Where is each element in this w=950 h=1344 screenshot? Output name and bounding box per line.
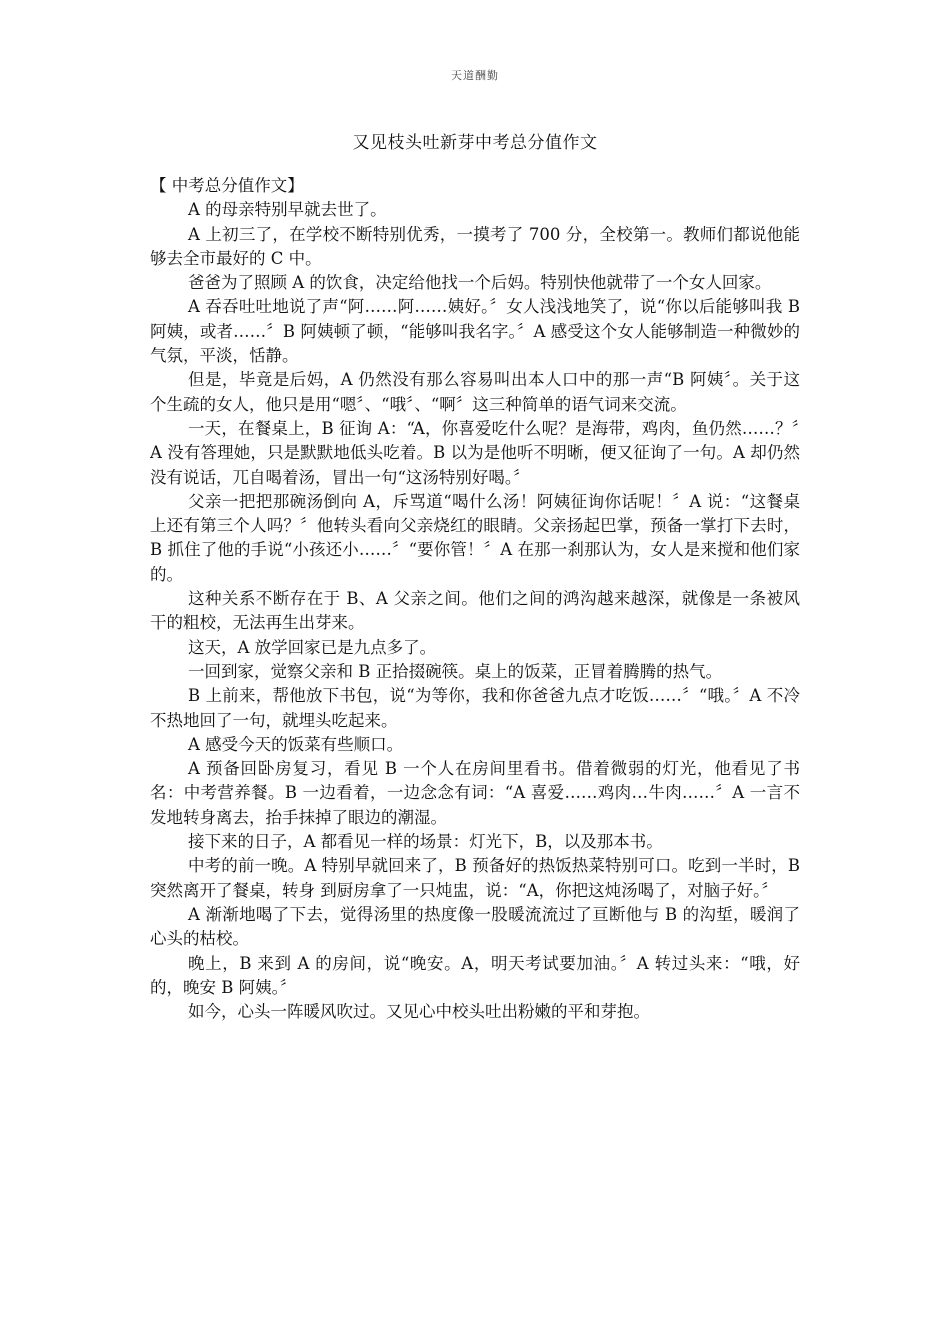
paragraph: A 的母亲特别早就去世了。 [188,200,387,220]
page-header: 天道酬勤 [451,69,499,82]
paragraph: 如今，心头一阵暖风吹过。又见心中校头吐出粉嫩的平和芽抱。 [188,1002,650,1022]
paragraph: 但是，毕竟是后妈，A 仍然没有那么容易叫出本人口中的那一声“B 阿姨〞。关于这个生疏的女人，他只是用“嗯〞、“哦〞、“啊〞这三种简单的语气词来交流。 [150,370,800,414]
paragraph: 一回到家，觉察父亲和 B 正拾掇碗筷。桌上的饭菜，正冒着腾腾的热气。 [188,661,723,681]
paragraph: B 上前来，帮他放下书包，说“为等你，我和你爸爸九点才吃饭……〞“哦。〞A 不冷不热地回了一句，就埋头吃起来。 [150,686,800,730]
paragraph: 这天，A 放学回家已是九点多了。 [188,637,437,657]
paragraph: A 上初三了，在学校不断特别优秀，一摸考了 700 分，全校第一。教师们都说他能够去全市最好的 C 中。 [150,224,800,268]
paragraph: 接下来的日子，A 都看见一样的场景：灯光下，B，以及那本书。 [188,832,663,852]
paragraph: 这种关系不断存在于 B、A 父亲之间。他们之间的鸿沟越来越深，就像是一条被风干的粗校，无法再生出芽来。 [150,589,800,633]
paragraph: 晚上，B 来到 A 的房间，说“晚安。A，明天考试要加油。〞A 转过头来：“哦，好的，晚安 B 阿姨。〞 [150,953,800,997]
paragraph: 父亲一把把那碗汤倒向 A，斥骂道“喝什么汤！阿姨征询你话呢！〞A 说：“这餐桌上还有第三个人吗？〞他转头看向父亲烧红的眼睛。父亲扬起巴掌，预备一掌打下去时，B 抓住了他的手说“小孩还小……〞“要你管！〞A 在那一刹那认为，女人是来搅和他们家的。 [150,491,800,584]
paragraph: 爸爸为了照顾 A 的饮食，决定给他找一个后妈。特别快他就带了一个女人回家。 [188,273,772,293]
paragraph: A 渐渐地喝了下去，觉得汤里的热度像一股暖流流过了亘断他与 B 的沟埑，暖润了心头的枯校。 [150,904,800,949]
document-title: 又见枝头吐新芽中考总分值作文 [352,133,598,153]
paragraph: 中考的前一晚。A 特别早就回来了，B 预备好的热饭热菜特别可口。吃到一半时，B 突然离开了餐桌，转身 到厨房拿了一只炖盅，说：“A，你把这炖汤喝了，对脑子好。〞 [150,856,800,900]
paragraph: 一天，在餐桌上，B 征询 A：“A，你喜爱吃什么呢？是海带，鸡肉，鱼仍然……？〞A 没有答理她，只是默默地低头吃着。B 以为是他听不明晰，便又征询了一句。A 却仍然没有说话，兀自喝着汤，冒出一句“这汤特别好喝。〞 [150,418,800,487]
section-label: 【 中考总分值作文】 [150,176,304,195]
paragraph: A 吞吞吐吐地说了声“阿……阿……姨好。〞女人浅浅地笑了，说“你以后能够叫我 B 阿姨，或者……〞B 阿姨顿了顿，“能够叫我名字。〞A 感受这个女人能够制造一种微妙的气氛，平淡，恬静。 [150,297,800,366]
paragraph: A 感受今天的饭菜有些顺口。 [188,734,404,754]
document-body [150,174,800,1024]
paragraph: A 预备回卧房复习，看见 B 一个人在房间里看书。借着微弱的灯光，他看见了书名：中考营养餐。B 一边看着，一边念念有词：“A 喜爱……鸡肉…牛肉……〞A 一言不发地转身离去，抬手抹掉了眼边的潮湿。 [150,759,800,827]
